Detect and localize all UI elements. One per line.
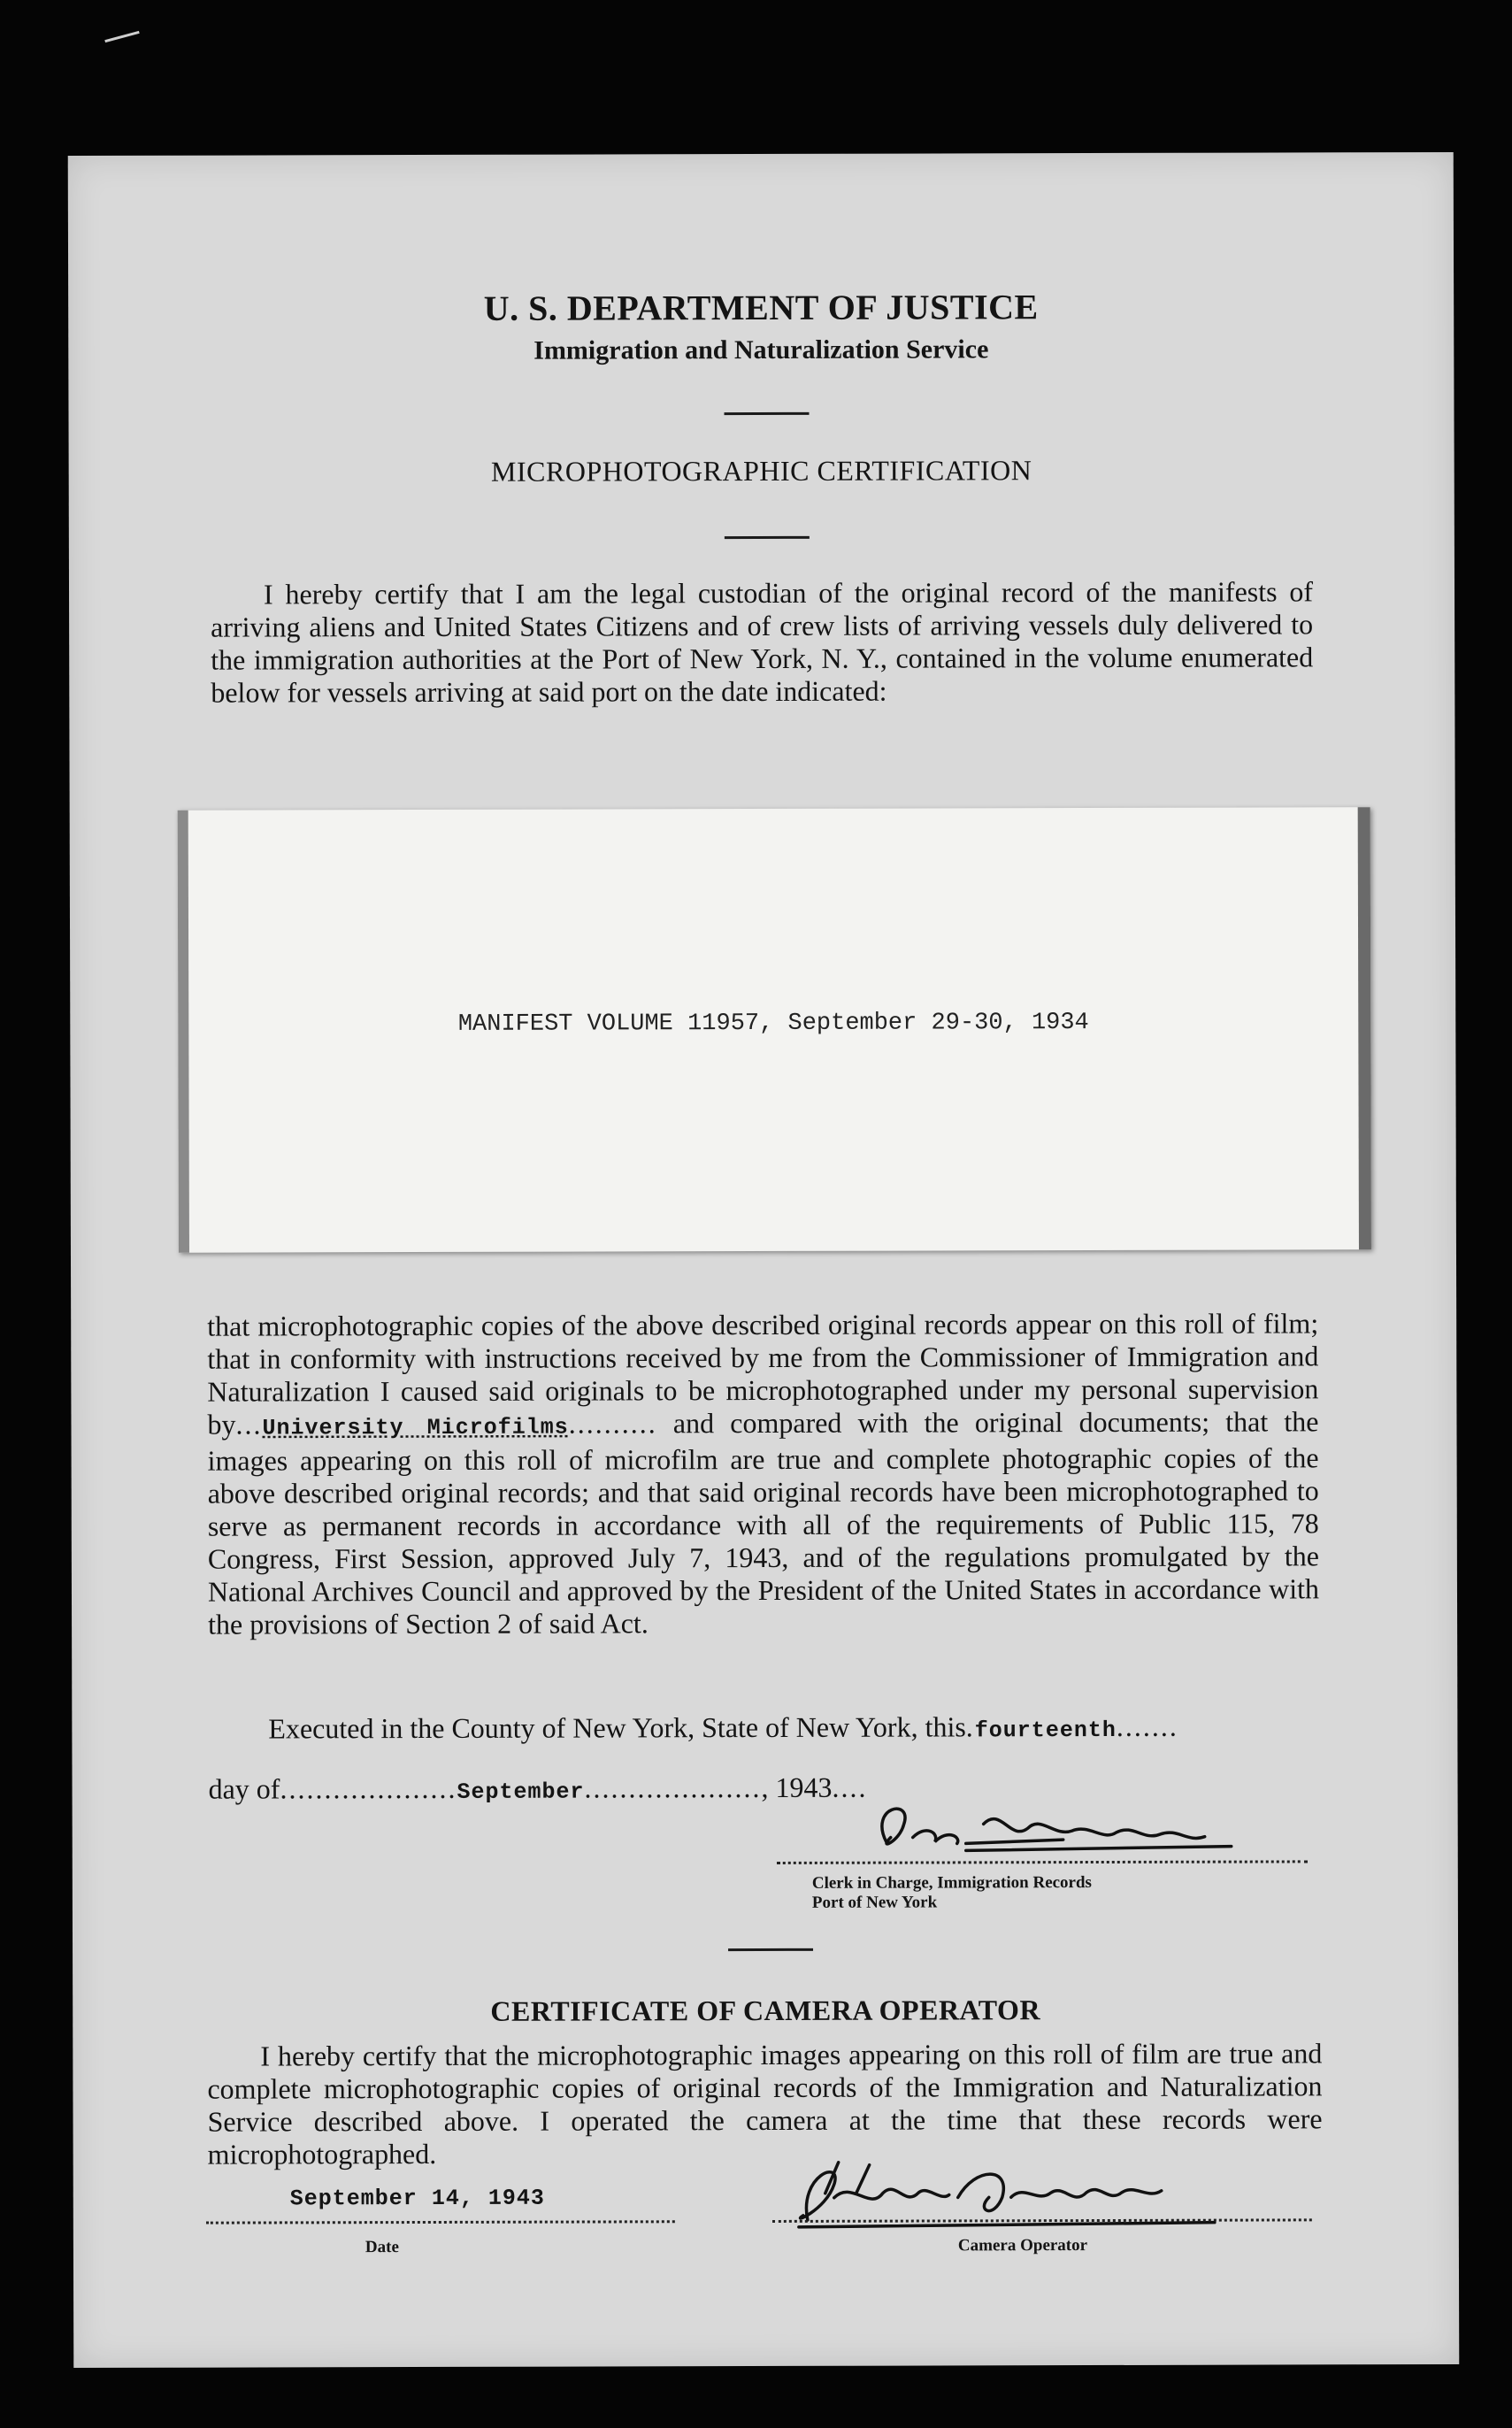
clerk-caption-title: Clerk in Charge, Immigration Records xyxy=(811,1873,1092,1893)
certificate-page xyxy=(68,152,1460,2368)
certification-title: MICROPHOTOGRAPHIC CERTIFICATION xyxy=(490,454,1032,488)
manifest-volume-label: MANIFEST VOLUME 11957, September 29-30, 1934 xyxy=(457,1010,1089,1038)
execution-year: , 1943 xyxy=(761,1771,833,1804)
execution-prefix: Executed in the County of New York, State of New York, this xyxy=(268,1710,966,1745)
operator-certificate-text: I hereby certify that the microphotographic images appearing on this roll of film are true and complete microphotographic copies of original records of the Immigration and Naturalization Service described above. I operated the camera at the time that these records were microphotographed. xyxy=(207,2037,1323,2171)
execution-day-value: fourteenth xyxy=(974,1717,1117,1744)
record-card xyxy=(178,807,1371,1253)
divider-top xyxy=(724,412,809,415)
date-line: day of....................September...................., 1943.... xyxy=(208,1771,868,1805)
film-speck xyxy=(104,31,139,42)
intro-paragraph: I hereby certify that I am the legal custodian of the original record of the manifests of arriving aliens and United States Citizens and of crew lists of arriving vessels duly delivered to the immigration authorities at the Port of New York, N. Y., contained in the volume enumerated below for vessels arriving at said port on the date indicated: xyxy=(211,575,1314,709)
day-of-label: day of xyxy=(208,1772,280,1805)
divider-bottom xyxy=(725,536,810,539)
department-heading: U. S. DEPARTMENT OF JUSTICE xyxy=(483,287,1039,328)
service-subheading: Immigration and Naturalization Service xyxy=(533,334,989,365)
camera-operator-signature xyxy=(772,2148,1268,2238)
operator-date-line xyxy=(206,2220,675,2224)
camera-operator-label: Camera Operator xyxy=(957,2236,1088,2255)
clerk-caption xyxy=(812,1873,1092,1913)
certification-body: that microphotographic copies of the above described original records appear on this roll of film; that in conformity with instructions received by me from the Commissioner of Immigration and Naturalization I caused said originals to be microphotographed under my personal supervision by...University Microfilms.......... and compared with the original documents; that the images appearing on this roll of microfilm are true and complete photographic copies of the above described original records; and that said original records have been microphotographed to serve as permanent records in accordance with all of the requirements of Public 115, 78 Congress, First Session, approved July 7, 1943, and of the regulations promulgated by the National Archives Council and approved by the President of the United States in accordance with the provisions of Section 2 of said Act. xyxy=(207,1307,1320,1640)
body-text-part1: that microphotographic copies of the above described original records appear on this roll of film; that in conformity with instructions received by me from the Commissioner of Immigration and Naturalization I caused said originals to be microphotographed under my personal supervision by xyxy=(207,1307,1319,1441)
clerk-caption-port: Port of New York xyxy=(811,1893,938,1912)
operator-certificate-title: CERTIFICATE OF CAMERA OPERATOR xyxy=(490,1994,1041,2027)
execution-month-value: September xyxy=(457,1779,585,1805)
clerk-signature xyxy=(851,1787,1311,1868)
divider-operator xyxy=(728,1948,813,1951)
operator-date-label: Date xyxy=(365,2238,399,2257)
operator-date-value: September 14, 1943 xyxy=(289,2185,545,2212)
body-text-part2: and compared with the original documents; that the images appearing on this roll of microfilm are true and complete photographic copies of the above described original records; and that said original records have been microphotographed to serve as permanent records in accordance with all of the requirements of Public 115, 78 Congress, First Session, approved July 7, 1943, and of the regulations promulgated by the National Archives Council and approved by the President of the United States in accordance with the provisions of Section 2 of said Act. xyxy=(207,1405,1320,1640)
photographer-value: University Microfilms xyxy=(262,1414,569,1441)
execution-line: Executed in the County of New York, State of New York, this.fourteenth....... xyxy=(268,1710,1178,1745)
